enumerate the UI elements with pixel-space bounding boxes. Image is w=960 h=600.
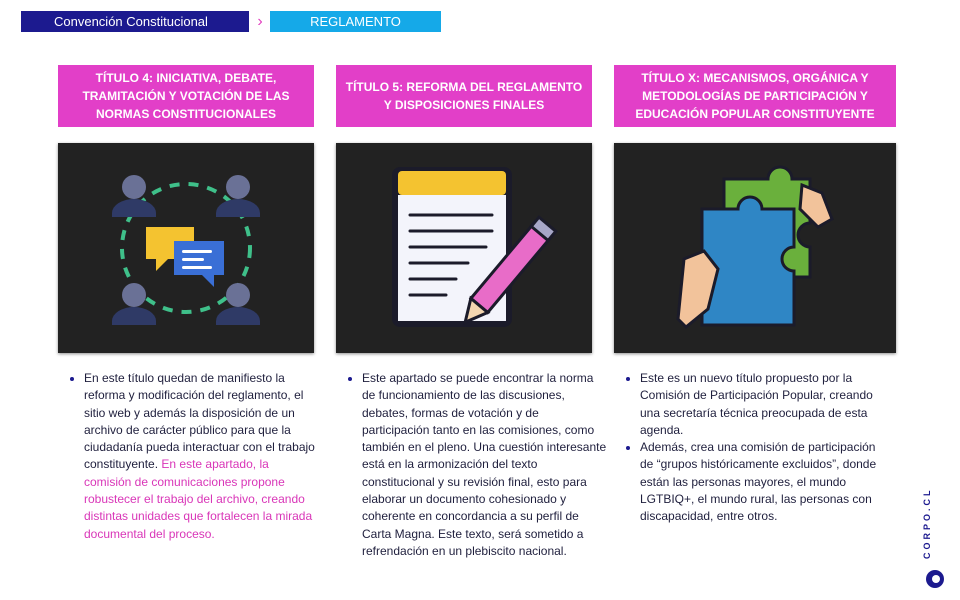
breadcrumb-current[interactable]: REGLAMENTO	[270, 11, 441, 32]
brand-name: CORPO.CL	[922, 487, 932, 559]
notepad-pencil-icon	[336, 143, 592, 353]
corpo-logo	[922, 478, 948, 588]
list-item: • Además, crea una comisión de participación de “grupos históricamente excluidos”, donde están las personas mayores, el mundo LGTBIQ+, el mundo rural, las personas con discapacidad, entre otros.	[640, 439, 886, 525]
list-item: • Este es un nuevo título propuesto por la Comisión de Participación Popular, creando una secretaría técnica preocupada de esta agenda.	[640, 370, 886, 439]
list-item: • En este título quedan de manifiesto la reforma y modificación del reglamento, el sitio web y además la disposición de un archivo de carácter público para que la ciudadanía pueda interactuar con el trabajo constituyente. En este apartado, la comisión de comunicaciones propone robustecer el trabajo del archivo, creando distintas unidades que fortalecen la mirada documental del proceso.	[84, 370, 315, 543]
list-item: • Este apartado se puede encontrar la norma de funcionamiento de las discusiones, debates, formas de votación y de participación tanto en las comisiones, como también en el pleno. Una cuestión interesante está en la armonización del texto constitucional y su revisión final, esto para elaborar un documento cohesionado y coherente en concordancia a su perfil de Carta Magna. Este texto, será sometido a refrendación en un plebiscito nacional.	[362, 370, 608, 560]
people-discussion-icon	[58, 143, 314, 353]
breadcrumb-section[interactable]: Convención Constitucional	[21, 11, 249, 32]
puzzle-hands-icon	[614, 143, 896, 353]
breadcrumb-separator-icon: ›	[257, 13, 263, 30]
column-text-titulo-4	[65, 370, 315, 543]
column-text-titulo-x	[621, 370, 886, 526]
column-title-titulo-4: TÍTULO 4: INICIATIVA, DEBATE, TRAMITACIÓN Y VOTACIÓN DE LAS NORMAS CONSTITUCIONALES	[58, 65, 314, 127]
column-text-titulo-5	[343, 370, 608, 560]
column-title-titulo-x: TÍTULO X: MECANISMOS, ORGÁNICA Y METODOLOGÍAS DE PARTICIPACIÓN Y EDUCACIÓN POPULAR CONSTITUYENTE	[614, 65, 896, 127]
column-title-titulo-5: TÍTULO 5: REFORMA DEL REGLAMENTO Y DISPOSICIONES FINALES	[336, 65, 592, 127]
highlight-text: En este apartado, la comisión de comunicaciones propone robustecer el trabajo del archivo, creando distintas unidades que fortalecen la mirada documental del proceso.	[84, 457, 313, 541]
brand-logo-icon	[926, 570, 944, 588]
